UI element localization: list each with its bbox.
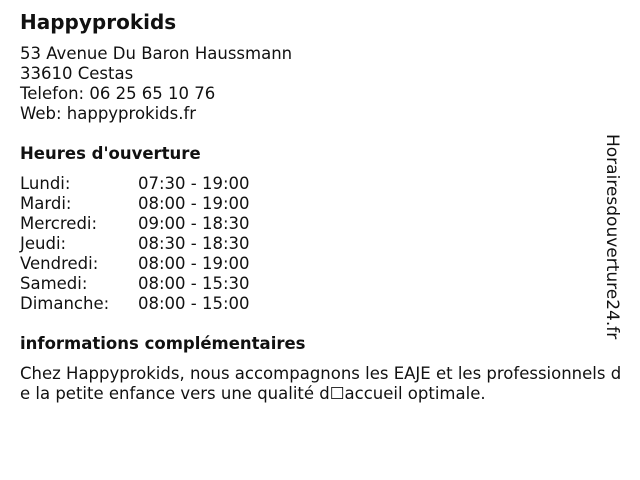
website[interactable]: Web: happyprokids.fr (20, 104, 197, 123)
hours-value: 08:00 - 15:30 (138, 274, 250, 293)
day-label: Mardi: (20, 194, 72, 213)
business-contact (20, 44, 292, 124)
hours-value: 08:00 - 19:00 (138, 194, 250, 213)
day-label: Samedi: (20, 274, 88, 293)
hours-value: 08:00 - 19:00 (138, 254, 250, 273)
info-heading: informations complémentaires (20, 334, 306, 353)
day-label: Dimanche: (20, 294, 110, 313)
business-name: Happyprokids (20, 10, 177, 34)
hours-value: 08:00 - 15:00 (138, 294, 250, 313)
info-description: Chez Happyprokids, nous accompagnons les EAJE et les professionnels de la petite enfance vers une qualité d☐accueil optimale. (20, 364, 622, 403)
day-label: Jeudi: (20, 234, 67, 253)
day-label: Lundi: (20, 174, 71, 193)
address-street: 53 Avenue Du Baron Haussmann (20, 44, 293, 63)
hours-value: 07:30 - 19:00 (138, 174, 250, 193)
phone-number[interactable]: Telefon: 06 25 65 10 76 (20, 84, 216, 103)
hours-value: 08:30 - 18:30 (138, 234, 250, 253)
hours-heading: Heures d'ouverture (20, 144, 201, 163)
day-label: Vendredi: (20, 254, 99, 273)
watermark-label: Horairesdouverture24.fr (602, 134, 622, 340)
day-label: Mercredi: (20, 214, 98, 233)
address-city: 33610 Cestas (20, 64, 134, 83)
hours-value: 09:00 - 18:30 (138, 214, 250, 233)
